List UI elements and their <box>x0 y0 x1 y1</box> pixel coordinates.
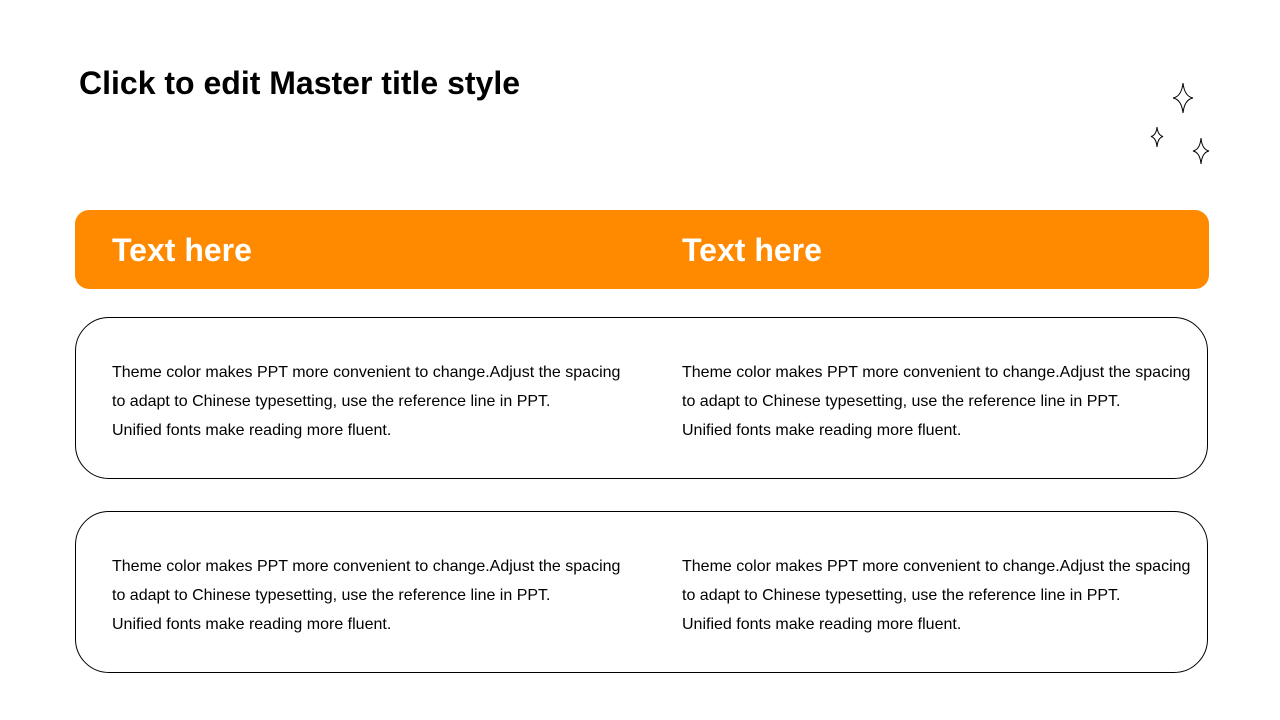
table-row <box>75 317 1208 479</box>
sparkle-icon <box>1151 127 1163 147</box>
cell-text-line: Theme color makes PPT more convenient to change.Adjust the spacing <box>682 364 1191 381</box>
sparkle-icon <box>1173 83 1193 113</box>
cell-text-line: to adapt to Chinese typesetting, use the reference line in PPT. <box>682 587 1121 604</box>
table-cell <box>682 552 1202 639</box>
table-cell <box>112 358 632 445</box>
sparkles-decoration <box>1140 80 1220 170</box>
cell-text-line: to adapt to Chinese typesetting, use the reference line in PPT. <box>112 393 551 410</box>
cell-text-line: Unified fonts make reading more fluent. <box>112 422 392 439</box>
column-header: Text here <box>112 232 252 268</box>
table-cell <box>682 358 1202 445</box>
cell-text-line: Theme color makes PPT more convenient to change.Adjust the spacing <box>682 558 1191 575</box>
cell-text-line: to adapt to Chinese typesetting, use the reference line in PPT. <box>682 393 1121 410</box>
cell-text-line: Unified fonts make reading more fluent. <box>682 422 962 439</box>
cell-text-line: to adapt to Chinese typesetting, use the reference line in PPT. <box>112 587 551 604</box>
cell-text-line: Theme color makes PPT more convenient to change.Adjust the spacing <box>112 558 621 575</box>
cell-text-line: Unified fonts make reading more fluent. <box>112 616 392 633</box>
sparkle-icon <box>1193 138 1209 164</box>
table-row <box>75 511 1208 673</box>
column-header: Text here <box>682 232 822 268</box>
cell-text-line: Theme color makes PPT more convenient to change.Adjust the spacing <box>112 364 621 381</box>
table-cell <box>112 552 632 639</box>
cell-text-line: Unified fonts make reading more fluent. <box>682 616 962 633</box>
slide-title: Click to edit Master title style <box>79 65 521 101</box>
